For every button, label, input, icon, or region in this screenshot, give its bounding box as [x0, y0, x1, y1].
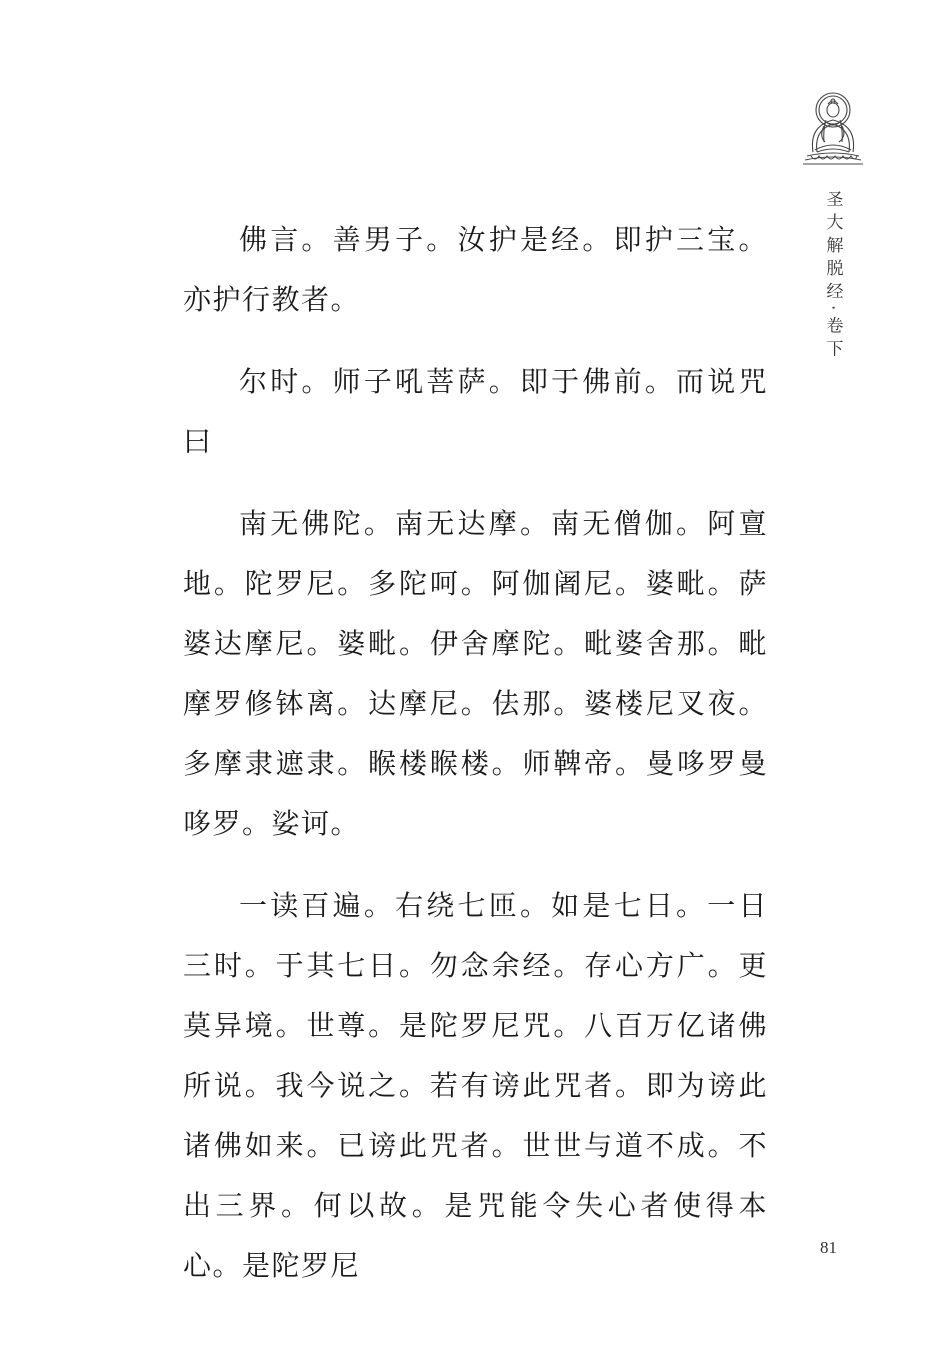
paragraph: 南无佛陀。南无达摩。南无僧伽。阿亶地。陀罗尼。多陀呵。阿伽阇尼。婆毗。萨婆达摩尼。婆毗。伊舍摩陀。毗婆舍那。毗摩罗修钵离。达摩尼。佉那。婆楼尼叉夜。多摩隶遮隶。睺楼睺楼。师鞞帝。曼哆罗曼哆罗。娑诃。 — [183, 507, 768, 840]
page-number: 81 — [820, 1238, 837, 1257]
paragraph: 一读百遍。右绕七匝。如是七日。一日三时。于其七日。勿念余经。存心方广。更莫异境。世尊。是陀罗尼咒。八百万亿诸佛所说。我今说之。若有谤此咒者。即为谤此诸佛如来。已谤此咒者。世世与道不成。不出三界。何以故。是咒能令失心者使得本心。是陀罗尼 — [183, 889, 768, 1282]
paragraph: 尔时。师子吼菩萨。即于佛前。而说咒曰 — [183, 365, 768, 458]
buddha-icon — [797, 90, 869, 168]
page-sidebar — [793, 90, 873, 362]
running-head: 圣大解脱经·卷下 — [822, 190, 843, 363]
body-text — [183, 210, 768, 1318]
paragraph: 佛言。善男子。汝护是经。即护三宝。亦护行教者。 — [183, 223, 768, 316]
